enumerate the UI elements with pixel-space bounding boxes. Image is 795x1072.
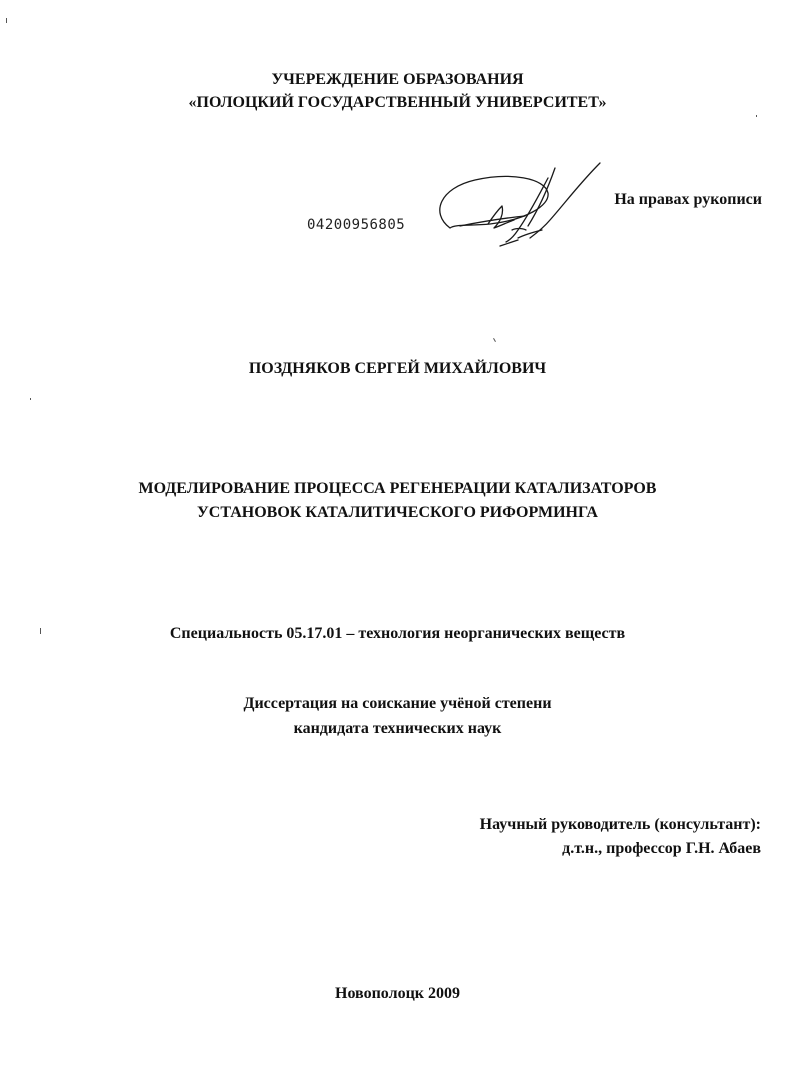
institution-line-1: УЧЕРЕЖДЕНИЕ ОБРАЗОВАНИЯ	[271, 71, 524, 88]
scan-speck	[30, 398, 31, 400]
institution-line-2: «ПОЛОЦКИЙ ГОСУДАРСТВЕННЫЙ УНИВЕРСИТЕТ»	[188, 94, 607, 111]
degree-line-1: Диссертация на соискание учёной степени	[243, 695, 552, 712]
manuscript-note: На правах рукописи	[614, 191, 762, 208]
specialty: Специальность 05.17.01 – технология неорганических веществ	[169, 625, 626, 642]
scan-speck	[756, 115, 757, 117]
supervisor-name: д.т.н., профессор Г.Н. Абаев	[562, 840, 761, 857]
degree-line-2: кандидата технических наук	[293, 720, 502, 737]
scan-speck	[493, 338, 496, 342]
scan-speck	[6, 18, 7, 23]
place-year: Новополоцк 2009	[335, 985, 460, 1002]
title-line-1: МОДЕЛИРОВАНИЕ ПРОЦЕССА РЕГЕНЕРАЦИИ КАТАЛИЗАТОРОВ	[138, 480, 657, 497]
stamp-number: 04200956805	[307, 217, 406, 233]
title-line-2: УСТАНОВОК КАТАЛИТИЧЕСКОГО РИФОРМИНГА	[197, 504, 598, 521]
author-name: ПОЗДНЯКОВ СЕРГЕЙ МИХАЙЛОВИЧ	[248, 360, 547, 377]
supervisor-label: Научный руководитель (консультант):	[479, 816, 761, 833]
scan-speck	[40, 628, 41, 634]
